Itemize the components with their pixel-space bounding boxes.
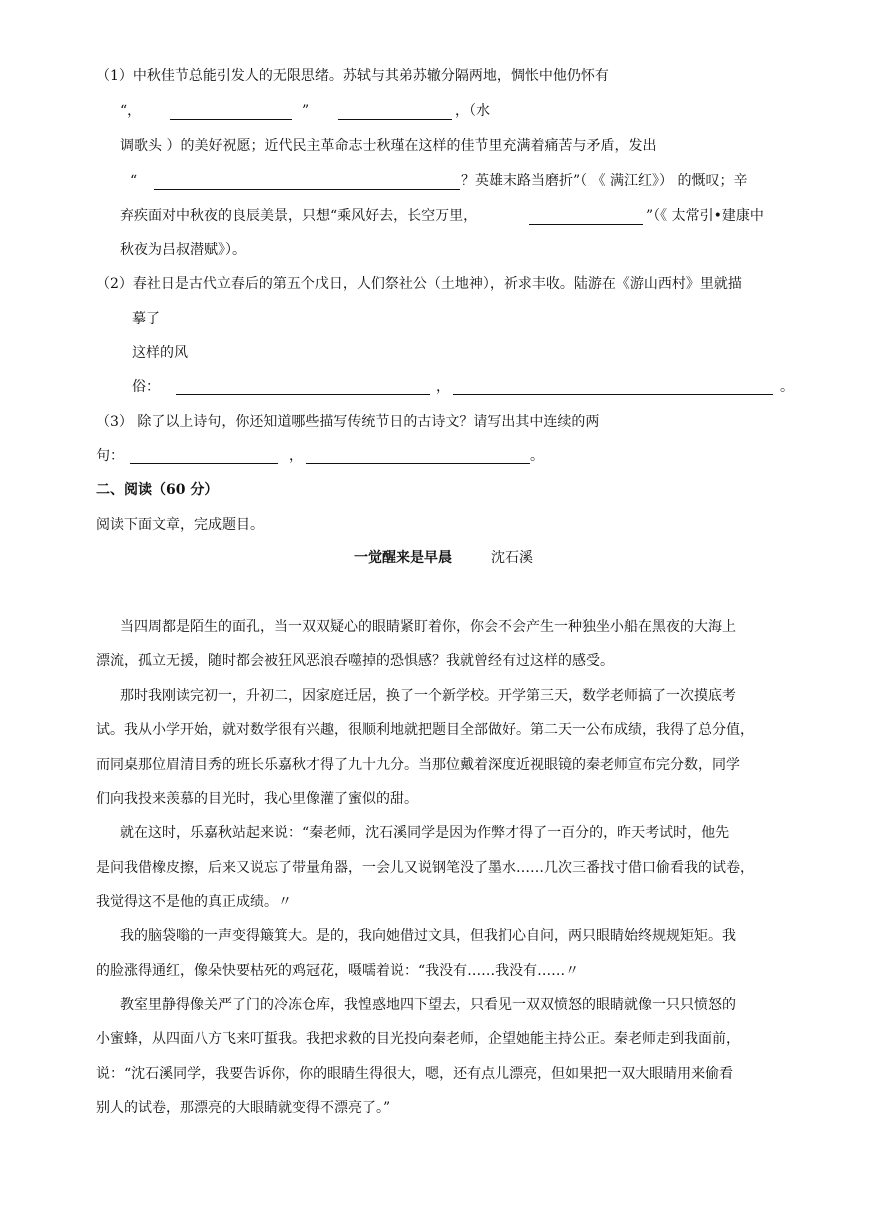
answer-blank-4[interactable] [529,224,643,225]
article-line: 说：“沈石溪同学，我要告诉你，你的眼睛生得很大，嗯，还有点儿漂亮，但如果把一双大眼睛用来偷看 [96,1066,734,1082]
answer-blank-5[interactable] [176,394,430,395]
article-line: 漂流，孤立无援，随时都会被狂风恶浪吞噬掉的恐惧感？我就曾经有过这样的感受。 [96,653,614,669]
article-title: 一觉醒来是早晨 [354,550,452,566]
q2-line1: （2）春社日是古代立春后的第五个戊日，人们祭社公（土地神），祈求丰收。陆游在《游山西村》里就描 [96,276,742,292]
article-line: 我的脑袋嗡的一声变得簸箕大。是的，我向她借过文具，但我扪心自问，两只眼睛始终规规矩矩。我 [120,928,736,944]
article-line: 我觉得这不是他的真正成绩。〃 [96,894,292,910]
q1-comma-source: ，（水 [455,103,490,119]
q2-end: 。 [780,379,794,395]
article-line: 教室里静得像关严了门的冷冻仓库，我惶惑地四下望去，只看见一双双愤怒的眼睛就像一只只愤怒的 [120,997,736,1013]
article-line: 的脸涨得通红，像朵快要枯死的鸡冠花，嗫嚅着说：“我没有……我没有……〃 [96,963,580,979]
article-line: 那时我刚读完初一，升初二，因家庭迁居，换了一个新学校。开学第三天，数学老师搞了一次摸底考 [120,688,736,704]
answer-blank-8[interactable] [306,463,530,464]
q3-end: 。 [530,448,544,464]
q1-line5-b: ”（《 太常引•建康中 [646,208,764,224]
q1-line4-rest: ？英雄末路当磨折”（ 《 满江红》） 的慨叹；辛 [461,173,748,189]
q1-close-quote: ” [302,103,310,119]
answer-blank-6[interactable] [453,394,773,395]
q1-open-quote: “， [120,103,142,119]
answer-blank-7[interactable] [130,463,278,464]
q2-line3: 这样的风 [132,345,188,361]
article-line: 是问我借橡皮擦，后来又说忘了带量角器，一会儿又说钢笔没了墨水……几次三番找寸借口偷看我的试卷， [96,860,754,876]
answer-blank-1[interactable] [170,119,292,120]
q1-line3: 调歌头 ）的美好祝愿；近代民主革命志士秋瑾在这样的佳节里充满着痛苦与矛盾，发出 [120,138,657,154]
section-instruction: 阅读下面文章，完成题目。 [96,517,264,533]
q1-line6: 秋夜为吕叔潜赋》）。 [120,242,246,258]
answer-blank-2[interactable] [338,119,452,120]
q3-comma: ， [289,448,303,464]
article-line: 试。我从小学开始，就对数学很有兴趣，很顺利地就把题目全部做好。第二天一公布成绩，我得了总分值， [96,722,754,738]
q3-line1: （3） 除了以上诗句，你还知道哪些描写传统节日的古诗文？请写出其中连续的两 [96,414,600,430]
article-author: 沈石溪 [491,550,533,566]
article-line: 就在这时，乐嘉秋站起来说：“秦老师，沈石溪同学是因为作弊才得了一百分的，昨天考试时，他先 [120,825,730,841]
article-line: 而同桌那位眉清目秀的班长乐嘉秋才得了九十九分。当那位戴着深度近视眼镜的秦老师宣布完分数，同学 [96,757,740,773]
answer-blank-3[interactable] [154,189,460,190]
article-line: 当四周都是陌生的面孔，当一双双疑心的眼睛紧盯着你，你会不会产生一种独坐小船在黑夜的大海上 [120,619,736,635]
q3-label: 句： [96,448,124,464]
q2-line2: 摹了 [132,311,160,327]
q2-comma: ， [436,379,450,395]
article-line: 们向我投来羡慕的目光时，我心里像灌了蜜似的甜。 [96,791,418,807]
q2-label: 俗： [132,379,160,395]
article-line: 小蜜蜂，从四面八方飞来叮蜇我。我把求救的目光投向秦老师，企望她能主持公正。秦老师走到我面前， [96,1031,740,1047]
q1-open-quote-2: “ [130,173,138,189]
section-heading: 二、阅读（60 分） [96,482,219,498]
q1-line1: （1）中秋佳节总能引发人的无限思绪。苏轼与其弟苏辙分隔两地，惆怅中他仍怀有 [96,68,609,84]
article-line: 别人的试卷，那漂亮的大眼睛就变得不漂亮了。” [96,1100,391,1116]
q1-line5-a: 弃疾面对中秋夜的良辰美景，只想“乘风好去，长空万里， [120,208,478,224]
